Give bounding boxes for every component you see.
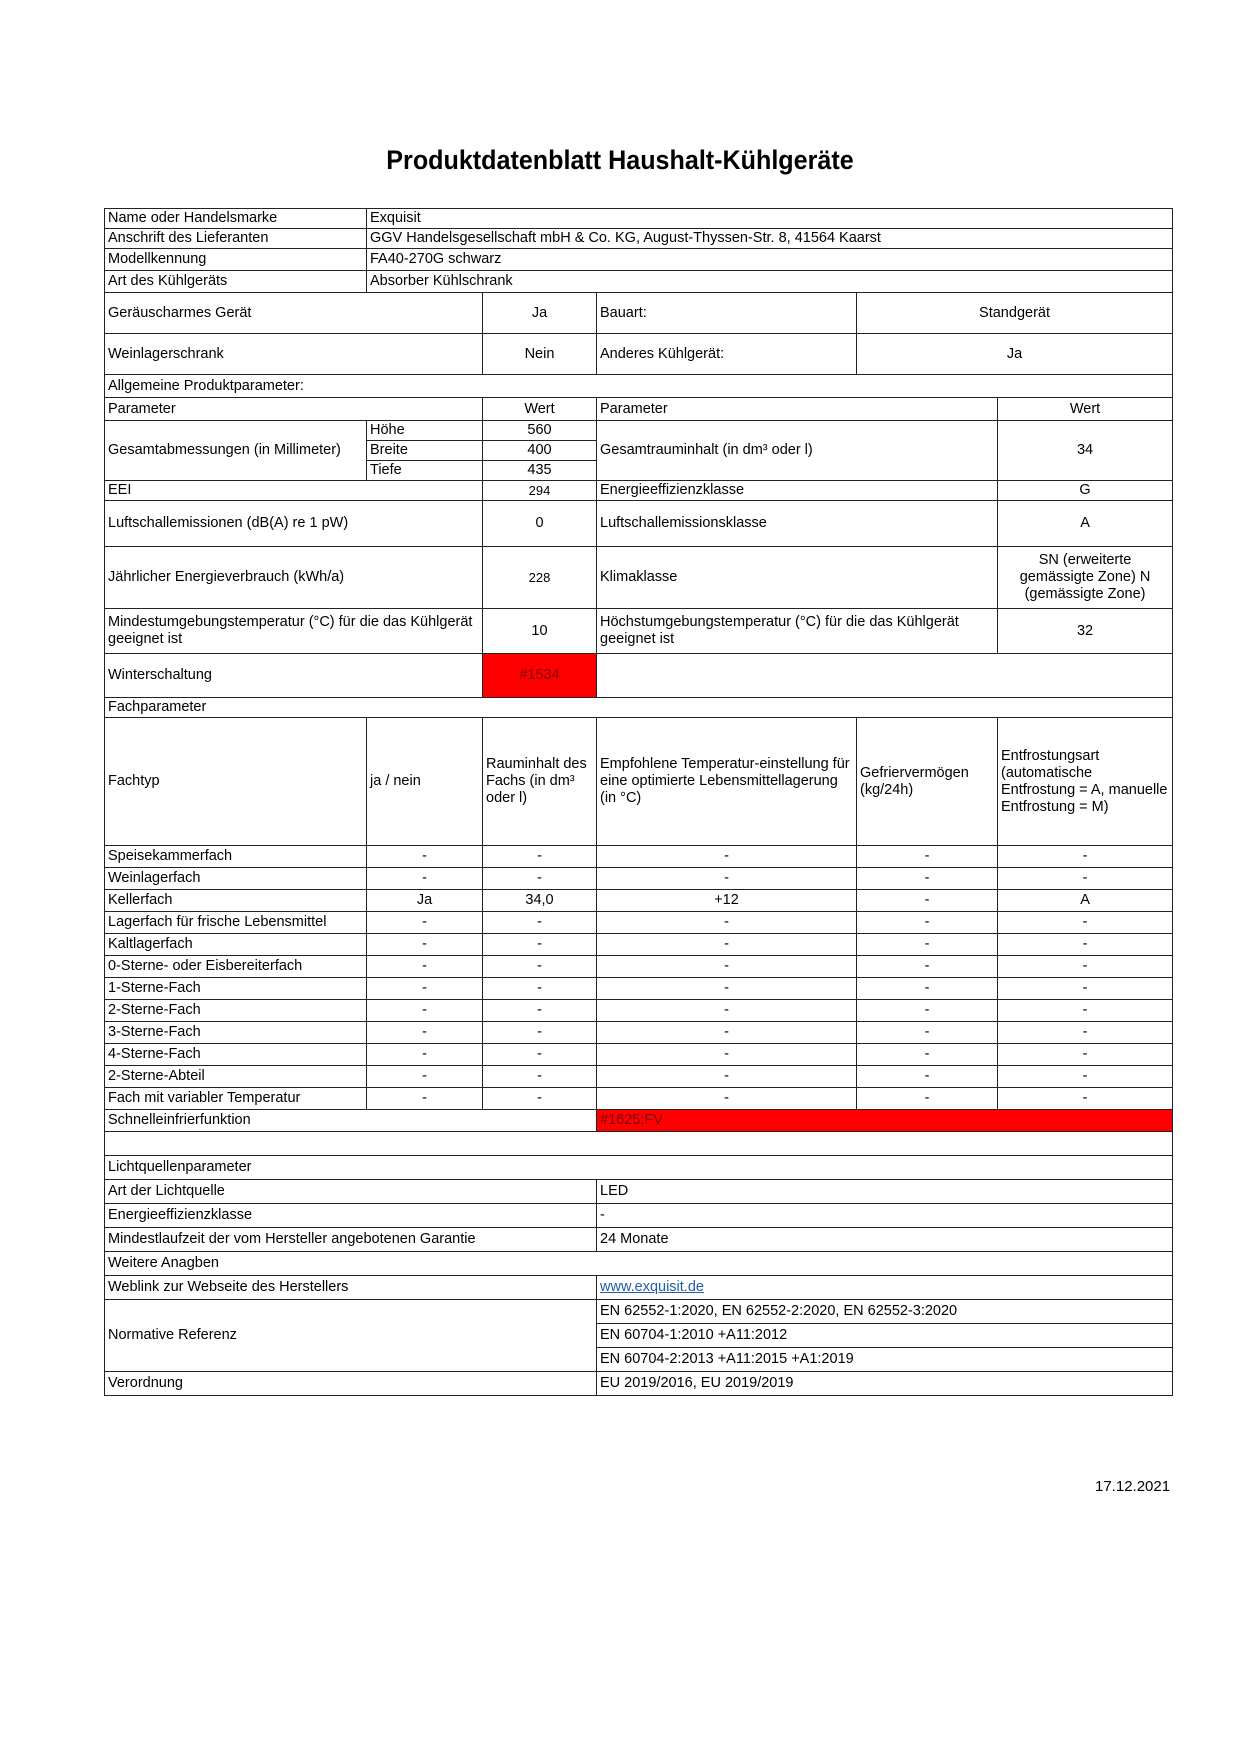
compartment-cell: -: [998, 956, 1173, 978]
row-light-eclass: [105, 1204, 1173, 1228]
compartment-cell: -: [483, 978, 597, 1000]
compartment-cell: -: [483, 1022, 597, 1044]
compartment-cell: -: [483, 846, 597, 868]
row-fach-section: [105, 698, 1173, 718]
compartment-cell: -: [998, 934, 1173, 956]
weblink-label: Weblink zur Webseite des Herstellers: [105, 1276, 597, 1300]
volume-label: Gesamtrauminhalt (in dm³ oder l): [597, 421, 998, 481]
compartment-type: 2-Sterne-Abteil: [105, 1066, 367, 1088]
row-light-type: [105, 1180, 1173, 1204]
dims-label: Gesamtabmessungen (in Millimeter): [105, 421, 367, 481]
mintemp-label: Mindestumgebungstemperatur (°C) für die das Kühlgerät geeignet ist: [105, 609, 483, 654]
row-eei: [105, 481, 1173, 501]
compartment-row: [105, 1044, 1173, 1066]
row-fach-header: [105, 718, 1173, 846]
volume-value: 34: [998, 421, 1173, 481]
quiet-label: Geräuscharmes Gerät: [105, 293, 483, 334]
climate-value: SN (erweiterte gemässigte Zone) N (gemässigte Zone): [998, 547, 1173, 609]
type-label: Art des Kühlgeräts: [105, 271, 367, 293]
fach-header-defrost: Entfrostungsart (automatische Entfrostung = A, manuelle Entfrostung = M): [998, 718, 1173, 846]
model-value: FA40-270G schwarz: [367, 249, 1173, 271]
compartment-cell: -: [367, 1066, 483, 1088]
type-value: Absorber Kühlschrank: [367, 271, 1173, 293]
fach-header-freeze: Gefriervermögen (kg/24h): [857, 718, 998, 846]
model-label: Modellkennung: [105, 249, 367, 271]
compartment-cell: -: [597, 1066, 857, 1088]
compartment-cell: -: [857, 1022, 998, 1044]
row-wine: [105, 334, 1173, 375]
noise-label: Luftschallemissionen (dB(A) re 1 pW): [105, 501, 483, 547]
compartment-cell: -: [597, 978, 857, 1000]
compartment-type: 1-Sterne-Fach: [105, 978, 367, 1000]
value-header-right: Wert: [998, 398, 1173, 421]
light-type-value: LED: [597, 1180, 1173, 1204]
compartment-cell: -: [857, 978, 998, 1000]
norm-value-2: EN 60704-1:2010 +A11:2012: [597, 1324, 1173, 1348]
compartment-row: [105, 1022, 1173, 1044]
row-warranty: [105, 1228, 1173, 1252]
compartment-cell: -: [483, 1066, 597, 1088]
light-section-label: Lichtquellenparameter: [105, 1156, 1173, 1180]
compartment-cell: -: [367, 846, 483, 868]
manufacturer-weblink[interactable]: www.exquisit.de: [600, 1279, 704, 1295]
compartment-row: [105, 846, 1173, 868]
compartment-cell: -: [367, 978, 483, 1000]
row-more-section: [105, 1252, 1173, 1276]
compartment-cell: -: [483, 956, 597, 978]
compartment-cell: -: [483, 1000, 597, 1022]
row-model: [105, 249, 1173, 271]
compartment-type: 2-Sterne-Fach: [105, 1000, 367, 1022]
wine-value: Nein: [483, 334, 597, 375]
light-eclass-value: -: [597, 1204, 1173, 1228]
compartment-cell: -: [857, 1044, 998, 1066]
row-winter: [105, 654, 1173, 698]
compartment-cell: -: [367, 868, 483, 890]
compartment-cell: -: [857, 956, 998, 978]
page-title: Produktdatenblatt Haushalt-Kühlgeräte: [386, 145, 854, 175]
compartment-cell: -: [367, 934, 483, 956]
compartment-cell: -: [857, 846, 998, 868]
compartment-row: [105, 1066, 1173, 1088]
row-brand: [105, 209, 1173, 229]
row-norm-1: [105, 1300, 1173, 1324]
param-header-right: Parameter: [597, 398, 998, 421]
compartment-row: [105, 934, 1173, 956]
compartment-cell: -: [998, 912, 1173, 934]
compartment-cell: -: [998, 868, 1173, 890]
row-energy: [105, 547, 1173, 609]
wine-label: Weinlagerschrank: [105, 334, 483, 375]
compartment-cell: -: [483, 868, 597, 890]
compartment-cell: -: [597, 1044, 857, 1066]
param-header-left: Parameter: [105, 398, 483, 421]
compartment-cell: -: [998, 846, 1173, 868]
compartment-cell: -: [597, 912, 857, 934]
compartment-cell: 34,0: [483, 890, 597, 912]
width-value: 400: [483, 441, 597, 461]
build-value: Standgerät: [857, 293, 1173, 334]
width-label: Breite: [367, 441, 483, 461]
winter-value-error: #1534: [483, 654, 597, 698]
quickfreeze-value-error: #1625:FV: [597, 1110, 1173, 1132]
compartment-type: Lagerfach für frische Lebensmittel: [105, 912, 367, 934]
maxtemp-value: 32: [998, 609, 1173, 654]
light-type-label: Art der Lichtquelle: [105, 1180, 597, 1204]
compartment-row: [105, 978, 1173, 1000]
compartment-cell: A: [998, 890, 1173, 912]
compartment-cell: -: [857, 1088, 998, 1110]
compartment-cell: -: [597, 934, 857, 956]
winter-label: Winterschaltung: [105, 654, 483, 698]
row-supplier: [105, 229, 1173, 249]
compartment-cell: -: [367, 1044, 483, 1066]
document-date: 17.12.2021: [1095, 1478, 1171, 1495]
noiseclass-label: Luftschallemissionsklasse: [597, 501, 998, 547]
norm-value-3: EN 60704-2:2013 +A11:2015 +A1:2019: [597, 1348, 1173, 1372]
norm-value-1: EN 62552-1:2020, EN 62552-2:2020, EN 62552-3:2020: [597, 1300, 1173, 1324]
compartment-cell: -: [483, 1044, 597, 1066]
light-eclass-label: Energieeffizienzklasse: [105, 1204, 597, 1228]
compartment-type: 3-Sterne-Fach: [105, 1022, 367, 1044]
params-section-label: Allgemeine Produktparameter:: [105, 375, 1173, 398]
compartment-cell: -: [998, 1088, 1173, 1110]
row-temp: [105, 609, 1173, 654]
build-label: Bauart:: [597, 293, 857, 334]
compartment-cell: -: [483, 1088, 597, 1110]
regulation-label: Verordnung: [105, 1372, 597, 1396]
energy-label: Jährlicher Energieverbrauch (kWh/a): [105, 547, 483, 609]
maxtemp-label: Höchstumgebungstemperatur (°C) für die das Kühlgerät geeignet ist: [597, 609, 998, 654]
compartment-cell: -: [857, 934, 998, 956]
compartment-cell: Ja: [367, 890, 483, 912]
compartment-cell: -: [367, 1000, 483, 1022]
brand-label: Name oder Handelsmarke: [105, 209, 367, 229]
warranty-label: Mindestlaufzeit der vom Hersteller angebotenen Garantie: [105, 1228, 597, 1252]
compartment-cell: -: [367, 956, 483, 978]
compartment-cell: +12: [597, 890, 857, 912]
height-value: 560: [483, 421, 597, 441]
depth-value: 435: [483, 461, 597, 481]
mintemp-value: 10: [483, 609, 597, 654]
compartment-cell: -: [367, 912, 483, 934]
depth-label: Tiefe: [367, 461, 483, 481]
row-regulation: [105, 1372, 1173, 1396]
eclass-value: G: [998, 481, 1173, 501]
compartment-row: [105, 1000, 1173, 1022]
row-spacer: [105, 1132, 1173, 1156]
fach-header-volume: Rauminhalt des Fachs (in dm³ oder l): [483, 718, 597, 846]
compartment-cell: -: [857, 912, 998, 934]
norm-label: Normative Referenz: [105, 1300, 597, 1372]
noise-value: 0: [483, 501, 597, 547]
eclass-label: Energieeffizienzklasse: [597, 481, 998, 501]
eei-value: 294: [483, 481, 597, 501]
compartment-type: 0-Sterne- oder Eisbereiterfach: [105, 956, 367, 978]
row-params-header: [105, 398, 1173, 421]
compartment-cell: -: [597, 846, 857, 868]
compartment-cell: -: [998, 1066, 1173, 1088]
winter-empty: [597, 654, 1173, 698]
quiet-value: Ja: [483, 293, 597, 334]
compartment-cell: -: [597, 868, 857, 890]
compartment-type: Fach mit variabler Temperatur: [105, 1088, 367, 1110]
compartment-row: [105, 1088, 1173, 1110]
eei-label: EEI: [105, 481, 483, 501]
row-params-section: [105, 375, 1173, 398]
value-header-left: Wert: [483, 398, 597, 421]
quickfreeze-label: Schnelleinfrierfunktion: [105, 1110, 597, 1132]
compartment-type: Weinlagerfach: [105, 868, 367, 890]
compartment-cell: -: [998, 978, 1173, 1000]
compartment-cell: -: [998, 1044, 1173, 1066]
compartment-row: [105, 912, 1173, 934]
row-height: [105, 421, 1173, 441]
compartment-type: 4-Sterne-Fach: [105, 1044, 367, 1066]
compartment-cell: -: [597, 956, 857, 978]
regulation-value: EU 2019/2016, EU 2019/2019: [597, 1372, 1173, 1396]
compartment-rows: [105, 846, 1173, 1110]
supplier-label: Anschrift des Lieferanten: [105, 229, 367, 249]
brand-value: Exquisit: [367, 209, 1173, 229]
compartment-row: [105, 956, 1173, 978]
compartment-cell: -: [857, 868, 998, 890]
fach-header-type: Fachtyp: [105, 718, 367, 846]
noiseclass-value: A: [998, 501, 1173, 547]
climate-label: Klimaklasse: [597, 547, 998, 609]
compartment-row: [105, 890, 1173, 912]
row-noise: [105, 501, 1173, 547]
row-weblink: [105, 1276, 1173, 1300]
other-value: Ja: [857, 334, 1173, 375]
compartment-cell: -: [483, 912, 597, 934]
compartment-cell: -: [367, 1088, 483, 1110]
product-datasheet-table: [104, 208, 1173, 1396]
fach-header-temp: Empfohlene Temperatur-einstellung für eine optimierte Lebensmittellagerung (in °C): [597, 718, 857, 846]
row-light-section: [105, 1156, 1173, 1180]
row-quiet: [105, 293, 1173, 334]
compartment-cell: -: [857, 1066, 998, 1088]
compartment-row: [105, 868, 1173, 890]
row-quickfreeze: [105, 1110, 1173, 1132]
compartment-cell: -: [857, 890, 998, 912]
compartment-cell: -: [998, 1000, 1173, 1022]
compartment-type: Kaltlagerfach: [105, 934, 367, 956]
supplier-value: GGV Handelsgesellschaft mbH & Co. KG, August-Thyssen-Str. 8, 41564 Kaarst: [367, 229, 1173, 249]
compartment-cell: -: [597, 1088, 857, 1110]
fach-header-yesno: ja / nein: [367, 718, 483, 846]
warranty-value: 24 Monate: [597, 1228, 1173, 1252]
compartment-type: Kellerfach: [105, 890, 367, 912]
compartment-cell: -: [483, 934, 597, 956]
fach-section-label: Fachparameter: [105, 698, 1173, 718]
compartment-cell: -: [857, 1000, 998, 1022]
more-section-label: Weitere Anagben: [105, 1252, 1173, 1276]
compartment-cell: -: [367, 1022, 483, 1044]
compartment-type: Speisekammerfach: [105, 846, 367, 868]
energy-value: 228: [483, 547, 597, 609]
other-label: Anderes Kühlgerät:: [597, 334, 857, 375]
compartment-cell: -: [597, 1022, 857, 1044]
height-label: Höhe: [367, 421, 483, 441]
compartment-cell: -: [998, 1022, 1173, 1044]
compartment-cell: -: [597, 1000, 857, 1022]
spacer-cell: [105, 1132, 1173, 1156]
row-type: [105, 271, 1173, 293]
